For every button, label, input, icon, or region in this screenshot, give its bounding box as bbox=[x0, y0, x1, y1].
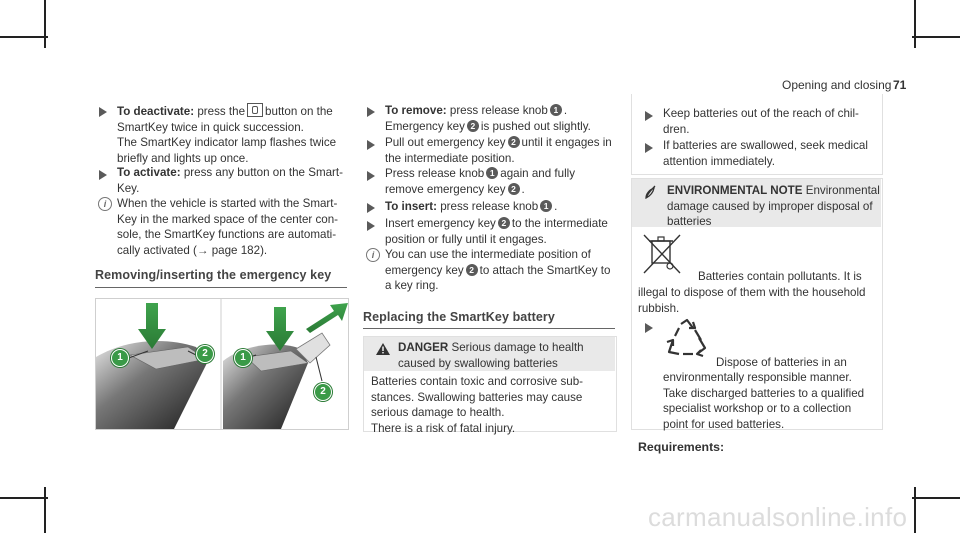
danger-text: stances. Swallowing batteries may cause bbox=[371, 390, 583, 404]
bullet-arrow-icon bbox=[367, 107, 375, 117]
callout-2: 2 bbox=[314, 383, 332, 401]
bullet-arrow-icon bbox=[367, 171, 375, 181]
step-text: Pull out emergency key bbox=[385, 136, 506, 149]
dispose-step bbox=[716, 355, 847, 371]
section-rule bbox=[363, 328, 615, 329]
step-text: dren. bbox=[663, 122, 690, 136]
step-text: the intermediate position. bbox=[385, 151, 515, 165]
note-text: Key in the marked space of the center con- bbox=[117, 212, 339, 226]
step-text: point for used batteries. bbox=[663, 417, 785, 431]
environment-text: damage caused by improper disposal of bbox=[667, 199, 873, 213]
marker-2: 2 bbox=[467, 120, 479, 132]
crop-mark bbox=[0, 36, 48, 38]
marker-1: 1 bbox=[550, 104, 562, 116]
step-insert: To insert: press release knob 1 . bbox=[385, 200, 558, 213]
callout-1: 1 bbox=[111, 349, 129, 367]
step-title: To insert: bbox=[385, 200, 437, 213]
recycle-icon bbox=[665, 318, 709, 360]
step-text: remove emergency key bbox=[385, 182, 506, 196]
section-title: Replacing the SmartKey battery bbox=[363, 310, 555, 324]
step-pull-out bbox=[385, 135, 612, 166]
callout-1: 1 bbox=[234, 349, 252, 367]
step-text: is pushed out slightly. bbox=[480, 119, 591, 133]
danger-text: Batteries contain toxic and corrosive sub- bbox=[371, 375, 584, 388]
step-text: Dispose of batteries in an bbox=[716, 356, 847, 369]
bullet-arrow-icon bbox=[367, 203, 375, 213]
bullet-arrow-icon bbox=[367, 221, 375, 231]
dispose-step-cont bbox=[663, 370, 864, 432]
tip-intermediate bbox=[385, 247, 610, 294]
environment-text: batteries bbox=[667, 215, 712, 229]
bullet-arrow-icon bbox=[645, 323, 653, 333]
running-header: Opening and closing bbox=[782, 78, 892, 92]
step-text: Insert emergency key bbox=[385, 217, 496, 230]
step-text: Keep batteries out of the reach of chil- bbox=[663, 107, 859, 120]
step-press-knob: Press release knob 1 again and fully remove emergency key 2 . bbox=[385, 167, 576, 196]
batteries-pollutants-1: Batteries contain pollutants. It is bbox=[698, 270, 862, 283]
step-title: To remove: bbox=[385, 104, 447, 117]
step-text: press the bbox=[197, 105, 246, 118]
figure-emergency-key bbox=[95, 298, 349, 430]
environment-text: illegal to dispose of them with the household bbox=[638, 286, 866, 299]
step-text: press any button on the Smart- bbox=[183, 166, 343, 179]
crop-mark bbox=[912, 36, 960, 38]
batteries-pollutants bbox=[638, 285, 866, 316]
page-number: 71 bbox=[893, 78, 907, 92]
callout-2: 2 bbox=[196, 345, 214, 363]
bullet-arrow-icon bbox=[99, 107, 107, 117]
bullet-arrow-icon bbox=[645, 111, 653, 121]
step-text: position or fully until it engages. bbox=[385, 232, 547, 246]
environment-text: Environmental bbox=[805, 184, 880, 197]
requirements-heading: Requirements: bbox=[638, 440, 725, 454]
section-rule bbox=[95, 287, 347, 288]
step-text: to the intermediate bbox=[511, 217, 608, 230]
step-title: To deactivate: bbox=[117, 105, 195, 118]
step-title: To activate: bbox=[117, 166, 181, 179]
danger-text: caused by swallowing batteries bbox=[398, 356, 558, 370]
marker-2: 2 bbox=[498, 217, 510, 229]
step-text: environmentally responsible manner. bbox=[663, 371, 852, 384]
danger-heading bbox=[398, 340, 584, 371]
note-text: When the vehicle is started with the Smart- bbox=[117, 197, 338, 210]
step-remove: To remove: press release knob 1 . Emergency key 2 is pushed out slightly. bbox=[385, 104, 591, 133]
danger-body bbox=[371, 374, 583, 436]
step-text: Press release knob bbox=[385, 167, 485, 180]
section-title: Removing/inserting the emergency key bbox=[95, 268, 332, 282]
step-if-swallowed bbox=[663, 138, 868, 169]
crop-mark bbox=[914, 487, 916, 533]
warning-triangle-icon bbox=[376, 343, 390, 355]
environment-text: rubbish. bbox=[638, 301, 680, 315]
info-icon: i bbox=[98, 197, 112, 211]
watermark: carmanualsonline.info bbox=[648, 502, 908, 532]
step-text: attention immediately. bbox=[663, 154, 775, 168]
marker-2: 2 bbox=[508, 136, 520, 148]
danger-text: serious damage to health. bbox=[371, 406, 505, 420]
step-activate bbox=[117, 165, 343, 196]
marker-1: 1 bbox=[540, 200, 552, 212]
step-text: press release knob bbox=[440, 200, 539, 213]
environment-heading bbox=[667, 183, 880, 230]
bullet-arrow-icon bbox=[367, 140, 375, 150]
step-text: until it engages in bbox=[521, 136, 612, 149]
step-text: If batteries are swallowed, seek medical bbox=[663, 139, 868, 152]
crop-mark bbox=[912, 497, 960, 499]
step-keep-away bbox=[663, 106, 859, 137]
environment-icon bbox=[643, 184, 657, 200]
danger-text: Serious damage to health bbox=[451, 341, 584, 354]
step-text: SmartKey twice in quick succession. bbox=[117, 120, 304, 134]
step-text: button on the bbox=[265, 105, 333, 118]
danger-text: There is a risk of fatal injury. bbox=[371, 421, 516, 435]
marker-2: 2 bbox=[508, 183, 520, 195]
step-text: press release knob bbox=[449, 104, 548, 117]
marker-2: 2 bbox=[466, 264, 478, 276]
note-text: a key ring. bbox=[385, 279, 439, 293]
step-text: again and fully bbox=[500, 167, 576, 180]
danger-title: DANGER bbox=[398, 341, 449, 354]
step-insert-key bbox=[385, 216, 608, 247]
lock-button-icon bbox=[247, 103, 263, 117]
step-text: Take discharged batteries to a qualified bbox=[663, 386, 865, 400]
crop-mark bbox=[0, 497, 48, 499]
note-text: cally activated (→ page 182). bbox=[117, 243, 268, 257]
bullet-arrow-icon bbox=[645, 143, 653, 153]
step-text: The SmartKey indicator lamp flashes twice bbox=[117, 136, 337, 150]
step-text: Key. bbox=[117, 181, 140, 195]
environment-title: ENVIRONMENTAL NOTE bbox=[667, 184, 803, 197]
note-text: sole, the SmartKey functions are automati- bbox=[117, 228, 337, 242]
note-text: to attach the SmartKey to bbox=[479, 263, 611, 277]
step-text: Emergency key bbox=[385, 119, 465, 133]
crop-mark bbox=[914, 0, 916, 48]
info-icon: i bbox=[366, 248, 380, 262]
crop-mark bbox=[44, 487, 46, 533]
marker-1: 1 bbox=[486, 167, 498, 179]
key-illustration bbox=[96, 299, 348, 429]
step-deactivate bbox=[117, 103, 336, 166]
crop-mark bbox=[44, 0, 46, 48]
crossed-bin-icon bbox=[640, 233, 684, 275]
bullet-arrow-icon bbox=[99, 170, 107, 180]
step-text: briefly and lights up once. bbox=[117, 151, 249, 165]
step-text: specialist workshop or to a collection bbox=[663, 402, 852, 416]
note-smartkey bbox=[117, 196, 338, 258]
note-text: emergency key bbox=[385, 263, 464, 277]
note-text: You can use the intermediate position of bbox=[385, 248, 591, 261]
